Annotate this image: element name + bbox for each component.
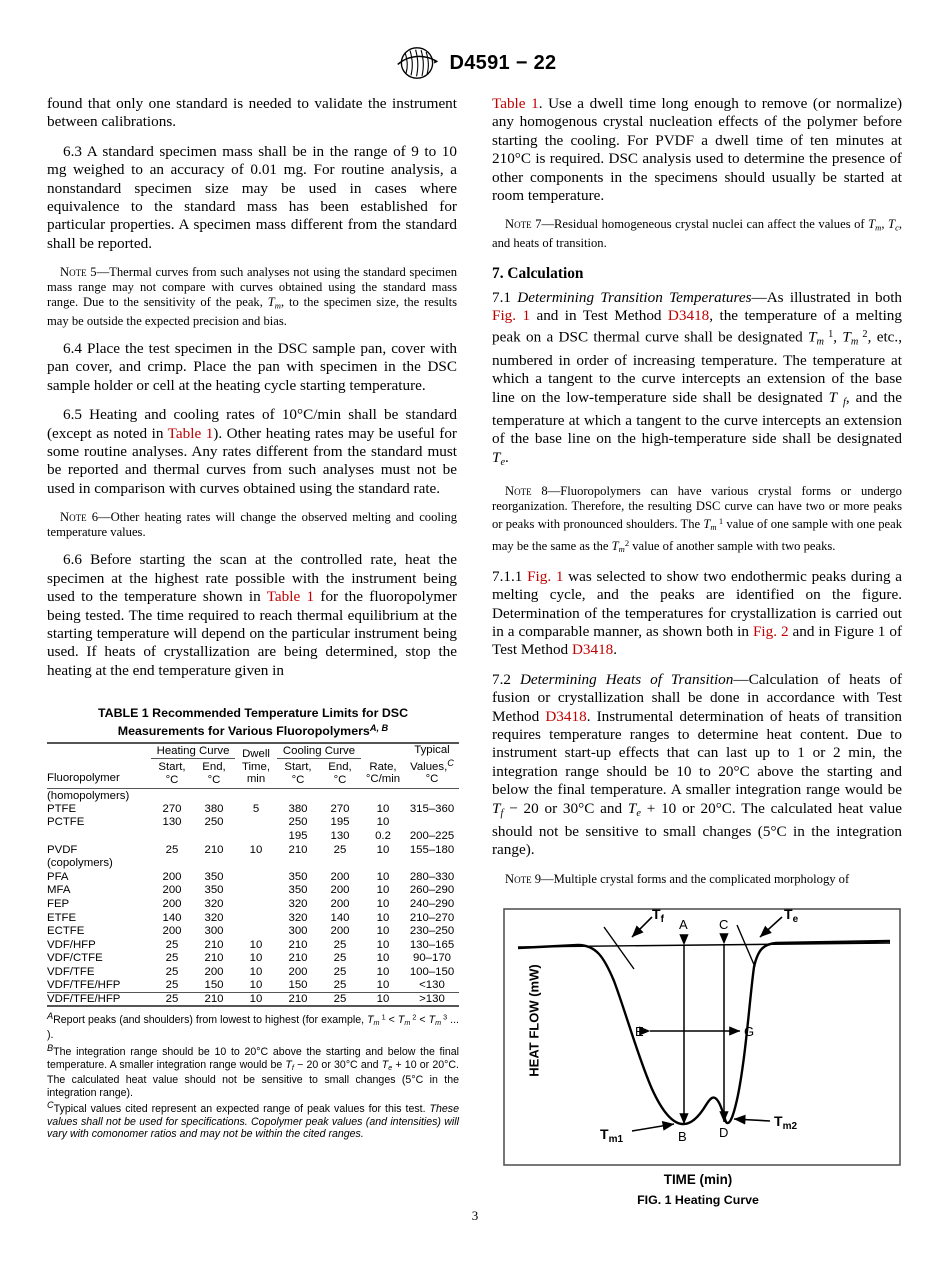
cell-fluoropolymer: MFA [47, 884, 71, 897]
cell-cool-end: 25 [333, 938, 347, 951]
figure-label-b: B [678, 1129, 687, 1144]
th-heat-start-l2: °C [165, 773, 179, 786]
cell-heat-start [151, 829, 193, 843]
note-6-label: Note [60, 510, 87, 525]
table-row [47, 829, 459, 843]
cell-heat-end: 200 [204, 966, 224, 978]
cell-fluoropolymer: PTFE [47, 802, 77, 815]
note-5-variable-sub: m [274, 300, 281, 311]
table-header-row-groups [47, 743, 459, 758]
paragraph-7-1-c: , the temperature of a melting peak on a DSC thermal curve shall be designated [492, 307, 902, 346]
cell-cool-start: 320 [288, 911, 308, 924]
cell-fluoropolymer: VDF/TFE [47, 966, 95, 978]
paragraph-7-1: 7.1 Determining Transition Temperatures—As illustrated in both Fig. 1 and in Test Method D3418, the temperature of a melting peak on a DSC thermal curve shall be designated $T_m$ $^1$, $T_m$ $^2$, etc., numbered in order of increasing temperature. The temperature at which a tangent to the curve intercepts an extension of the base line on the low-temperature side shall be designated T $_f$, and the temperature at which a tangent to the curve intercepts an extension of the base line on the high-temperature side shall be designated $T_e$. [492, 289, 903, 468]
cell-cool-start: 200 [288, 966, 308, 978]
table-group-row [47, 856, 459, 870]
standard-designation: D4591 − 22 [449, 51, 557, 74]
note-7-label: Note [505, 217, 532, 232]
cell-cool-end [319, 856, 361, 870]
th-rate [361, 743, 405, 788]
figure-1-plot [492, 905, 904, 1170]
th-cool-end-l1: End, [328, 760, 352, 773]
note-8: Note 8—Fluoropolymers can have various crystal forms or undergo reorganization. Therefore, the resulting DSC curve can have two or more peaks or peaks with pronounced shoulders. The $T_m$ $^1$ value of one sample with one peak may be the same as the $T_m^2$ value of another sample with two peaks. [492, 483, 902, 554]
xref-table-1-b[interactable]: Table 1 [266, 588, 315, 606]
cell-heat-end [193, 829, 235, 843]
paragraph-7-1-a: —As illustrated in both [751, 289, 903, 307]
figure-label-a: A [679, 917, 688, 932]
cell-cool-end [319, 788, 361, 802]
th-heat-end-l2: °C [207, 773, 221, 786]
cell-heat-start: 25 [165, 992, 179, 1005]
left-column [47, 95, 457, 1141]
paragraph-7-1-1-c: . [613, 641, 618, 659]
cell-rate: 10 [376, 911, 390, 924]
figure-label-g: G [744, 1024, 755, 1039]
cell-cool-start [277, 788, 319, 802]
table-row [47, 924, 459, 938]
th-cool-end-l2: °C [333, 773, 347, 786]
cell-cool-start: 210 [288, 843, 308, 856]
cell-rate: 10 [376, 870, 390, 883]
cell-typical: 315–360 [409, 802, 455, 815]
cell-fluoropolymer: (homopolymers) [47, 789, 130, 802]
cell-fluoropolymer: VDF/TFE/HFP [47, 992, 121, 1005]
table-group-row [47, 788, 459, 802]
paragraph-7-2-d: + 10 or 20°C. The calculated heat value should not be sensitive to small changes (5°C in the integration range). [492, 799, 902, 859]
cell-fluoropolymer: ETFE [47, 911, 77, 924]
cell-dwell: 10 [249, 966, 263, 978]
cell-cool-start: 195 [288, 830, 308, 843]
cell-fluoropolymer: PVDF [47, 843, 78, 856]
note-5-text-a: —Thermal curves from such analyses not using the standard specimen mass range may not compare with curves obtained using the standard mass range. Due to the sensitivity of the peak, [47, 265, 457, 310]
note-8-label: Note [505, 483, 532, 498]
cell-fluoropolymer [47, 829, 151, 843]
paragraph-7-1-1 [492, 568, 902, 660]
cell-dwell: 10 [249, 952, 263, 965]
cell-heat-start: 200 [162, 925, 182, 938]
right-column [492, 95, 902, 887]
paragraph-carryover-right [492, 95, 902, 205]
paragraph-6-5-text-a: 6.5 Heating and cooling rates of 10°C/min shall be standard (except as noted in [47, 406, 457, 442]
cell-heat-start: 200 [162, 870, 182, 883]
th-heat-start-l1: Start, [158, 760, 186, 773]
note-5-label: Note [60, 265, 87, 280]
table-1-container [47, 706, 459, 1141]
th-typical-footnote-mark: C [447, 757, 454, 768]
table-row [47, 802, 459, 816]
paragraph-carryover-right-text: . Use a dwell time long enough to remove (or normalize) any homogenous crystal nucleation effects of the polymer before starting the cooling. For PVDF a dwell time of ten minutes at 210°C is required. DSC analysis used to determine the presence of other components in the specimens should usually be started at room temperature. [492, 95, 902, 205]
page-number: 3 [471, 1208, 479, 1223]
xref-fig-1[interactable]: Fig. 1 [492, 307, 531, 325]
paragraph-7-2-c: − 20 or 30°C and [503, 799, 628, 817]
note-6-number: 6 [91, 510, 99, 525]
th-rate-l1: Rate, [369, 760, 397, 773]
astm-logo [394, 46, 440, 80]
table-row [47, 816, 459, 830]
cell-heat-end: 320 [204, 911, 224, 924]
cell-heat-start: 25 [165, 952, 179, 965]
xref-d3418-b[interactable]: D3418 [571, 641, 614, 659]
cell-heat-end: 320 [204, 898, 224, 911]
paragraph-7-2-a: —Calculation of heats of fusion or crystallization shall be done in accordance with Test Method [492, 670, 903, 725]
footnote-b-mark: B [47, 1043, 54, 1054]
footnote-c-mark: C [47, 1100, 54, 1111]
cell-typical: 210–270 [409, 911, 455, 924]
cell-typical [405, 816, 459, 830]
cell-fluoropolymer: VDF/CTFE [47, 952, 103, 965]
cell-typical: >130 [419, 992, 445, 1005]
xref-table-1[interactable]: Table 1 [167, 424, 214, 442]
cell-typical: 155–180 [409, 843, 455, 856]
xref-table-1-c[interactable]: Table 1 [492, 95, 539, 112]
footnote-a-text-2: ... ). [47, 1013, 459, 1042]
cell-heat-start [151, 856, 193, 870]
cell-heat-start: 200 [162, 898, 182, 911]
figure-label-d: D [719, 1125, 729, 1140]
cell-typical: 230–250 [409, 925, 455, 938]
table-row [47, 992, 459, 1006]
paragraph-7-2-number: 7.2 [492, 670, 520, 688]
cell-cool-start: 320 [288, 898, 308, 911]
note-7-number: 7 [535, 217, 542, 232]
th-dwell-l3: min [246, 773, 266, 786]
note-8-text-a: —Fluoropolymers can have various crystal forms or undergo reorganization. Therefore, the resulting DSC curve can have two or more peaks or peaks with pronounced shoulders. The [492, 483, 902, 532]
note-5-variable: T [267, 295, 275, 310]
note-8-number: 8 [541, 483, 548, 498]
paragraph-6-6 [47, 551, 457, 680]
cell-cool-start: 350 [288, 884, 308, 897]
cell-cool-start [277, 856, 319, 870]
cell-typical: 240–290 [409, 898, 455, 911]
th-dwell-l1: Dwell [242, 748, 270, 761]
table-row [47, 870, 459, 884]
cell-heat-end: 350 [204, 884, 224, 897]
cell-heat-end: 210 [204, 952, 224, 965]
table-row [47, 965, 459, 979]
cell-dwell [235, 829, 277, 843]
cell-rate: 10 [376, 843, 390, 856]
note-9-text: —Multiple crystal forms and the complicated morphology of [541, 871, 850, 886]
cell-dwell [235, 856, 277, 870]
cell-rate: 10 [376, 966, 390, 978]
th-heating-curve: Heating Curve [151, 743, 235, 758]
paragraph-7-1-1-b: and in Figure 1 of Test Method [492, 623, 903, 659]
cell-dwell [235, 816, 277, 830]
cell-typical: <130 [419, 979, 445, 992]
cell-rate: 10 [376, 884, 390, 897]
paragraph-7-1-title: Determining Transition Temperatures [517, 289, 752, 307]
figure-label-c: C [719, 917, 729, 932]
footnote-a: AReport peaks (and shoulders) from lowest to highest (for example, $T_m$ $^1 < T_m$ $^2 < T_m$ $^3$ ... ). [47, 1010, 459, 1042]
cell-typical [405, 856, 459, 870]
figure-label-tf: $T_f$ [652, 906, 664, 925]
cell-cool-start: 350 [288, 870, 308, 883]
note-9 [492, 872, 902, 887]
paragraph-6-5-text-b: ). Other heating rates may be useful for some routine analyses. Any rates different from the standard must be reported and thermal curves from such analyses must not be used in comparison with curves obtained using the standard rate. [47, 424, 457, 497]
cell-rate: 10 [376, 925, 390, 938]
th-heat-start [151, 759, 193, 789]
cell-rate: 10 [376, 898, 390, 911]
cell-fluoropolymer: VDF/TFE/HFP [47, 979, 121, 992]
footnote-a-mark: A [47, 1010, 54, 1021]
table-1-title-footnote-marks: A, B [369, 722, 389, 733]
footnote-b: BThe integration range should be 10 to 20°C above the starting and below the final temperature. A smaller integration range would be $T_f - 20$ or 30°C and $T_e + 10$ or 20°C. The calculated heat value should not be sensitive to small changes (5°C in the integration range). [47, 1043, 459, 1099]
cell-cool-start: 300 [288, 925, 308, 938]
cell-dwell [235, 924, 277, 938]
cell-heat-start: 270 [162, 802, 182, 815]
paragraph-6-3: 6.3 A standard specimen mass shall be in the range of 9 to 10 mg weighed to an accuracy of 0.01 mg. For routine analysis, a nonstandard specimen size may be used in cases where equivalence to the standard mass has been established for particular properties. A specimen mass different from the standard shall be reported. [47, 142, 457, 252]
xref-fig-1-b[interactable]: Fig. 1 [527, 567, 564, 585]
xref-d3418[interactable]: D3418 [667, 307, 710, 325]
cell-rate: 10 [376, 952, 390, 965]
th-cooling-curve: Cooling Curve [277, 743, 361, 758]
cell-heat-end: 210 [204, 992, 224, 1005]
cell-typical: 200–225 [409, 830, 455, 843]
cell-heat-start: 25 [165, 979, 179, 992]
table-1-title [47, 706, 459, 738]
cell-rate [361, 856, 405, 870]
table-1-footnotes [47, 1010, 459, 1141]
paragraph-6-6-text-b: for the fluoropolymer being tested. The time required to reach thermal equilibrium at the starting temperature will depend on the particular instrument being used. If heats of crystallization are being determined, stop the heating at the end temperature given in [47, 588, 457, 679]
cell-heat-start: 25 [165, 843, 179, 856]
th-dwell-time [235, 743, 277, 788]
cell-typical: 260–290 [409, 884, 455, 897]
paragraph-7-1-number: 7.1 [492, 289, 518, 307]
paragraph-7-2-title: Determining Heats of Transition [519, 670, 734, 688]
paragraph-7-1-f: . [505, 448, 509, 466]
table-1-body [47, 788, 459, 1006]
th-dwell-l2: Time, [241, 760, 271, 773]
cell-rate: 10 [376, 992, 390, 1005]
paragraph-6-5 [47, 406, 457, 498]
th-rate-l2: °C/min [365, 773, 401, 786]
cell-fluoropolymer: FEP [47, 898, 70, 911]
cell-heat-end [193, 788, 235, 802]
cell-dwell [235, 911, 277, 925]
cell-dwell [235, 884, 277, 898]
note-5 [47, 265, 457, 329]
cell-cool-end: 25 [333, 992, 347, 1005]
cell-dwell: 10 [249, 843, 263, 856]
note-6 [47, 510, 457, 540]
cell-heat-start [151, 788, 193, 802]
th-cool-start-l1: Start, [284, 760, 312, 773]
paragraph-7-1-b: and in Test Method [530, 307, 668, 325]
cell-rate: 10 [376, 979, 390, 992]
cell-cool-end: 25 [333, 966, 347, 978]
cell-cool-end: 25 [333, 843, 347, 856]
paragraph-7-1-e: , and the temperature at which a tangent to the curve intercepts an extension of the base line on the high-temperature side shall be designated [492, 388, 903, 448]
paragraph-7-1-1-a: was selected to show two endothermic peaks during a melting cycle, and the peaks are identified on the figure. Determination of the temperatures for crystallization is carried out in a comparable manner, as shown both in [492, 567, 902, 641]
cell-dwell [235, 788, 277, 802]
table-row [47, 952, 459, 966]
th-typical-l1: Typical [414, 744, 450, 757]
cell-heat-start: 130 [162, 816, 182, 829]
cell-typical: 130–165 [409, 938, 455, 951]
table-1-title-line1: TABLE 1 Recommended Temperature Limits for DSC [97, 706, 409, 721]
th-heat-end-l1: End, [202, 760, 226, 773]
cell-cool-end: 25 [333, 979, 347, 992]
cell-fluoropolymer: ECTFE [47, 925, 85, 938]
cell-typical: 100–150 [409, 966, 455, 978]
xref-fig-2[interactable]: Fig. 2 [752, 623, 789, 641]
note-8-text-b: value of one sample with one peak may be the same as the [492, 517, 902, 553]
cell-rate: 10 [376, 938, 390, 951]
figure-label-e: E [635, 1024, 644, 1039]
table-row [47, 938, 459, 952]
table-1 [47, 742, 459, 1007]
cell-cool-start: 150 [288, 979, 308, 992]
note-7-text-b: , and heats of transition. [492, 217, 903, 250]
th-cool-end [319, 759, 361, 789]
footnote-c [47, 1099, 459, 1141]
table-row [47, 911, 459, 925]
cell-cool-end: 195 [330, 816, 350, 829]
footnote-c-text-italic: These values shall not be used for specifications. Copolymer peak values (and intensities) will vary with comonomer ratios and may not be within the cited ranges. [47, 1103, 459, 1141]
cell-typical: 280–330 [409, 870, 455, 883]
figure-label-te: $T_e$ [784, 906, 799, 925]
cell-cool-start: 210 [288, 952, 308, 965]
th-typical-values [405, 743, 459, 788]
cell-heat-end: 210 [204, 843, 224, 856]
cell-fluoropolymer: (copolymers) [47, 857, 113, 870]
cell-cool-end: 200 [330, 884, 350, 897]
cell-heat-end: 210 [204, 938, 224, 951]
cell-cool-start: 210 [288, 992, 308, 1005]
note-9-label: Note [505, 871, 532, 886]
paragraph-7-2-b: . Instrumental determination of heats of transition requires temperature ranges to determine heat content. Due to instrument start-up effects that can last up to 1 or 2 min, the integration range should be 10 to 20°C above the starting and below the final temperature. A smaller integration range would be [492, 707, 903, 799]
figure-1-svg [492, 905, 904, 1170]
xref-d3418-c[interactable]: D3418 [545, 707, 587, 725]
paragraph-6-6-text-a: 6.6 Before starting the scan at the controlled rate, heat the specimen at the highest rate possible with the instrument being used to the temperature shown in [47, 551, 457, 606]
cell-rate [361, 788, 405, 802]
cell-typical [405, 788, 459, 802]
cell-cool-start: 250 [288, 816, 308, 829]
note-8-text-c: value of another sample with two peaks. [629, 538, 836, 553]
paragraph-7-2: 7.2 Determining Heats of Transition—Calculation of heats of fusion or crystallization shall be done in accordance with Test Method D3418. Instrumental determination of heats of transition requires temperature ranges to determine heat content. Due to instrument start-up effects that can last up to 1 or 2 min, the integration range should be 10 to 20°C above the starting and below the final temperature. A smaller integration range would be $T_f - 20$ or 30°C and $T_e + 10$ or 20°C. The calculated heat value should not be sensitive to small changes (5°C in the integration range). [492, 670, 903, 859]
note-5-text-b: , to the specimen size, the results may be outside the expected precision and bias. [47, 295, 457, 328]
cell-fluoropolymer: PFA [47, 870, 69, 883]
cell-cool-end: 140 [330, 911, 350, 924]
cell-cool-end: 130 [330, 830, 350, 843]
cell-cool-end: 270 [330, 802, 350, 815]
cell-cool-start: 380 [288, 802, 308, 815]
note-6-text: —Other heating rates will change the observed melting and cooling temperature values. [47, 510, 457, 540]
figure-1-y-axis-label: HEAT FLOW (mW) [526, 964, 542, 1077]
table-row [47, 843, 459, 857]
paragraph-6-4: 6.4 Place the test specimen in the DSC sample pan, cover with pan cover, and crimp. Place the pan with specimen in the DSC sample holder or cell at the heating cycle starting temperature. [47, 340, 457, 394]
cell-rate: 10 [376, 802, 390, 815]
cell-dwell: 10 [249, 938, 263, 951]
paragraph-7-1-d: , etc., numbered in order of increasing temperature. The temperature at which a tangent to the curve intercepts an extension of the base line on the low-temperature side shall be designated [492, 328, 903, 406]
cell-heat-end: 300 [204, 925, 224, 938]
cell-heat-start: 140 [162, 911, 182, 924]
footnote-a-text-1: Report peaks (and shoulders) from lowest to highest (for example, [53, 1013, 368, 1026]
cell-heat-end: 350 [204, 870, 224, 883]
th-cool-start-l2: °C [291, 773, 305, 786]
cell-dwell [235, 897, 277, 911]
table-1-title-line2: Measurements for Various Fluoropolymers [117, 723, 370, 738]
cell-dwell: 5 [252, 802, 260, 815]
cell-cool-end: 200 [330, 870, 350, 883]
cell-heat-end: 250 [204, 816, 224, 829]
paragraph-carryover: found that only one standard is needed to validate the instrument between calibrations. [47, 95, 457, 131]
table-row [47, 884, 459, 898]
section-7-heading: 7. Calculation [492, 265, 584, 283]
cell-rate: 10 [376, 816, 390, 829]
cell-dwell: 10 [249, 992, 263, 1005]
table-row [47, 897, 459, 911]
figure-label-tm2: $T_{m2}$ [774, 1113, 798, 1132]
footnote-c-text-plain: Typical values cited represent an expected range of peak values for this test. [53, 1103, 430, 1116]
th-heat-end [193, 759, 235, 789]
th-typical-l2a: Values, [410, 760, 448, 773]
cell-rate: 0.2 [375, 830, 391, 843]
figure-1-x-axis-label: TIME (min) [663, 1172, 733, 1187]
cell-dwell [235, 870, 277, 884]
th-cool-start [277, 759, 319, 789]
cell-typical: 90–170 [412, 952, 451, 965]
cell-cool-end: 200 [330, 925, 350, 938]
figure-1-caption: FIG. 1 Heating Curve [637, 1193, 759, 1207]
cell-heat-start: 200 [162, 884, 182, 897]
cell-fluoropolymer: VDF/HFP [47, 938, 96, 951]
cell-heat-end: 380 [204, 802, 224, 815]
cell-cool-end: 25 [333, 952, 347, 965]
cell-fluoropolymer: PCTFE [47, 816, 85, 829]
cell-heat-end [193, 856, 235, 870]
cell-heat-start: 25 [165, 966, 179, 978]
note-9-number: 9 [534, 871, 542, 886]
footnote-b-text-3: + 10 or 20°C. The calculated heat value should not be sensitive to small changes (5°C in the integration range). [47, 1058, 459, 1099]
cell-cool-end: 200 [330, 898, 350, 911]
note-7: Note 7—Residual homogeneous crystal nuclei can affect the values of $T_m$, $T_c$, and heats of transition. [492, 217, 903, 250]
figure-label-tm1: $T_{m1}$ [600, 1126, 624, 1145]
figure-1-container [492, 905, 904, 1207]
th-typical-l2b: °C [425, 773, 439, 786]
cell-dwell: 10 [249, 979, 263, 992]
page-header [0, 40, 950, 86]
paragraph-7-1-1-number: 7.1.1 [492, 567, 528, 585]
th-fluoropolymer: Fluoropolymer [47, 771, 120, 784]
footnote-b-text-1: The integration range should be 10 to 20°C above the starting and below the final temperature. A smaller integration range would be [47, 1045, 459, 1071]
note-5-number: 5 [90, 265, 97, 280]
cell-heat-start: 25 [165, 938, 179, 951]
cell-cool-start: 210 [288, 938, 308, 951]
note-7-text-a: —Residual homogeneous crystal nuclei can affect the values of [541, 217, 869, 232]
footnote-b-text-2: − 20 or 30°C and [293, 1058, 382, 1071]
table-row [47, 979, 459, 993]
cell-heat-end: 150 [204, 979, 224, 992]
